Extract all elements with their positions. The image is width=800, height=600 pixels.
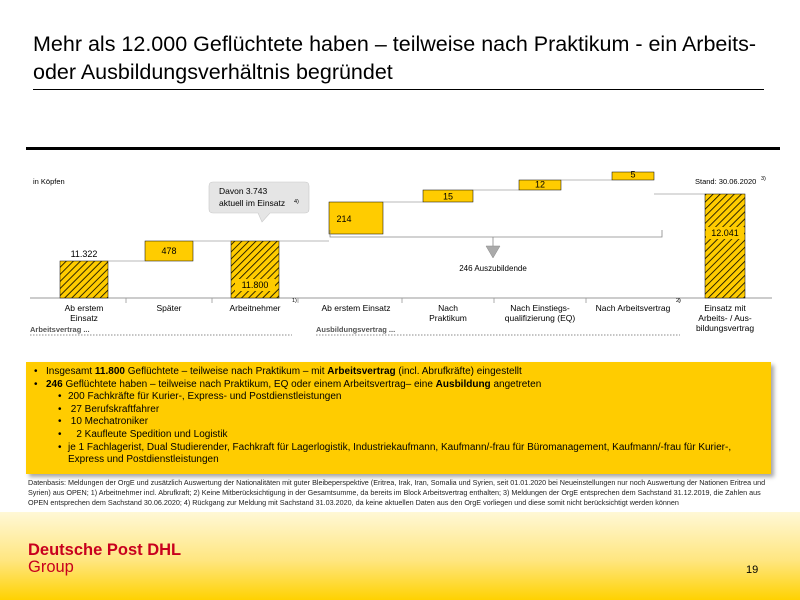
- x-tick-label: Einsatz mit: [704, 303, 746, 313]
- summary-subitem: • 200 Fachkräfte für Kurier-, Express- und Postdienstleistungen: [34, 391, 763, 404]
- summary-bullet-employment: • Insgesamt 11.800 Geflüchtete – teilweise nach Praktikum – mit Arbeitsvertrag (incl. Abrufkräfte) eingestellt: [34, 366, 763, 379]
- x-tick-label: Praktikum: [429, 313, 467, 323]
- x-tick-label: bildungsvertrag: [695, 323, 755, 333]
- stand-label: Stand: 30.06.2020: [695, 177, 757, 186]
- x-tick-label: Nach: [438, 303, 458, 313]
- x-tick-label: Ab erstem: [64, 303, 104, 313]
- bracket-arrow: [486, 246, 500, 258]
- data-label: 15: [442, 191, 454, 202]
- data-label: 11.800: [241, 280, 269, 290]
- x-tick-label: Später: [156, 303, 182, 313]
- company-logo: [28, 542, 181, 576]
- data-label: 5: [630, 169, 636, 180]
- group-label: Ausbildungsvertrag ...: [316, 325, 396, 334]
- data-label: 11.322: [70, 249, 98, 259]
- data-label: 478: [161, 246, 177, 256]
- footnote-marker: 2): [676, 298, 681, 304]
- unit-label: in Köpfen: [33, 177, 65, 186]
- x-tick-label: Nach Einstiegs-: [510, 303, 570, 313]
- waterfall-chart: [0, 150, 800, 360]
- logo-line-2: Group: [28, 558, 74, 576]
- summary-subitem: • 27 Berufskraftfahrer: [34, 404, 763, 417]
- bar-einsatz-mit-vertrag: [705, 194, 745, 298]
- data-label: 12: [534, 179, 546, 190]
- summary-subitem: • 10 Mechatroniker: [34, 416, 763, 429]
- x-tick-label: Nach Arbeitsvertrag: [595, 303, 671, 313]
- slide-title: Mehr als 12.000 Geflüchtete haben – teilweise nach Praktikum - ein Arbeits- oder Ausbildungsverhältnis begründet: [33, 32, 757, 84]
- x-tick-label: qualifizierung (EQ): [504, 313, 576, 323]
- stand-footnote: 3): [761, 176, 766, 182]
- data-source-footnote: Datenbasis: Meldungen der OrgE und zusätzlich Auswertung der Nationalitäten mit guter Bleibeperspektive (Eritrea, Irak, Iran, Somalia und Syrien, seit 01.01.2020 bei Neueinstellungen nur noch Auswertung der Nationen Eritrea und Syrien) aus OPEN; 1) Arbeitnehmer incl. Abrufkraft; 2) Keine Mitberücksichtigung in der Gesamtsumme, da bereits im Block Arbeitsvertrag enthalten; 3) Meldungen der OrgE entsprechen dem Sachstand 31.12.2019, die Zahlen aus OPEN entsprechen dem Sachstand 30.06.2020; 4) Rückgang zur Meldung mit Sachstand 31.03.2020, da keine aktuellen Daten aus den OrgE vorliegen und diese somit nicht berücksichtigt werden können: [28, 478, 766, 507]
- callout-line1: Davon 3.743: [219, 186, 268, 196]
- data-label: 12.041: [711, 228, 739, 238]
- summary-subitem: • je 1 Fachlagerist, Dual Studierender, Fachkraft für Lagerlogistik, Industriekaufmann, Kaufmann/-frau für Büromanagement, Kaufmann/-frau für Kurier-, Express und Postdienstleistungen: [34, 442, 763, 467]
- bracket-label: 246 Auszubildende: [459, 264, 527, 273]
- logo-line-1: Deutsche Post DHL: [28, 541, 182, 559]
- x-tick-label: Arbeits- / Aus-: [698, 313, 752, 323]
- x-tick-label: Einsatz: [70, 313, 98, 323]
- footer-band: [0, 512, 800, 600]
- summary-box: [26, 362, 771, 474]
- bar-ab-erstem-einsatz: [60, 261, 108, 298]
- summary-bullet-apprenticeship: • 246 Geflüchtete haben – teilweise nach Praktikum, EQ oder einem Arbeitsvertrag– eine Ausbildung angetreten: [34, 379, 763, 392]
- group-label: Arbeitsvertrag ...: [30, 325, 90, 334]
- callout-line2: aktuell im Einsatz: [219, 198, 286, 208]
- summary-subitem: • 2 Kaufleute Spedition und Logistik: [34, 429, 763, 442]
- callout-footnote: 4): [294, 199, 299, 205]
- x-tick-label: Arbeitnehmer: [229, 303, 281, 313]
- data-label: 214: [336, 214, 352, 224]
- page-number: 19: [746, 564, 759, 576]
- title-underline: [33, 89, 764, 90]
- x-tick-label: Ab erstem Einsatz: [321, 303, 391, 313]
- footnote-marker: 1): [292, 298, 297, 304]
